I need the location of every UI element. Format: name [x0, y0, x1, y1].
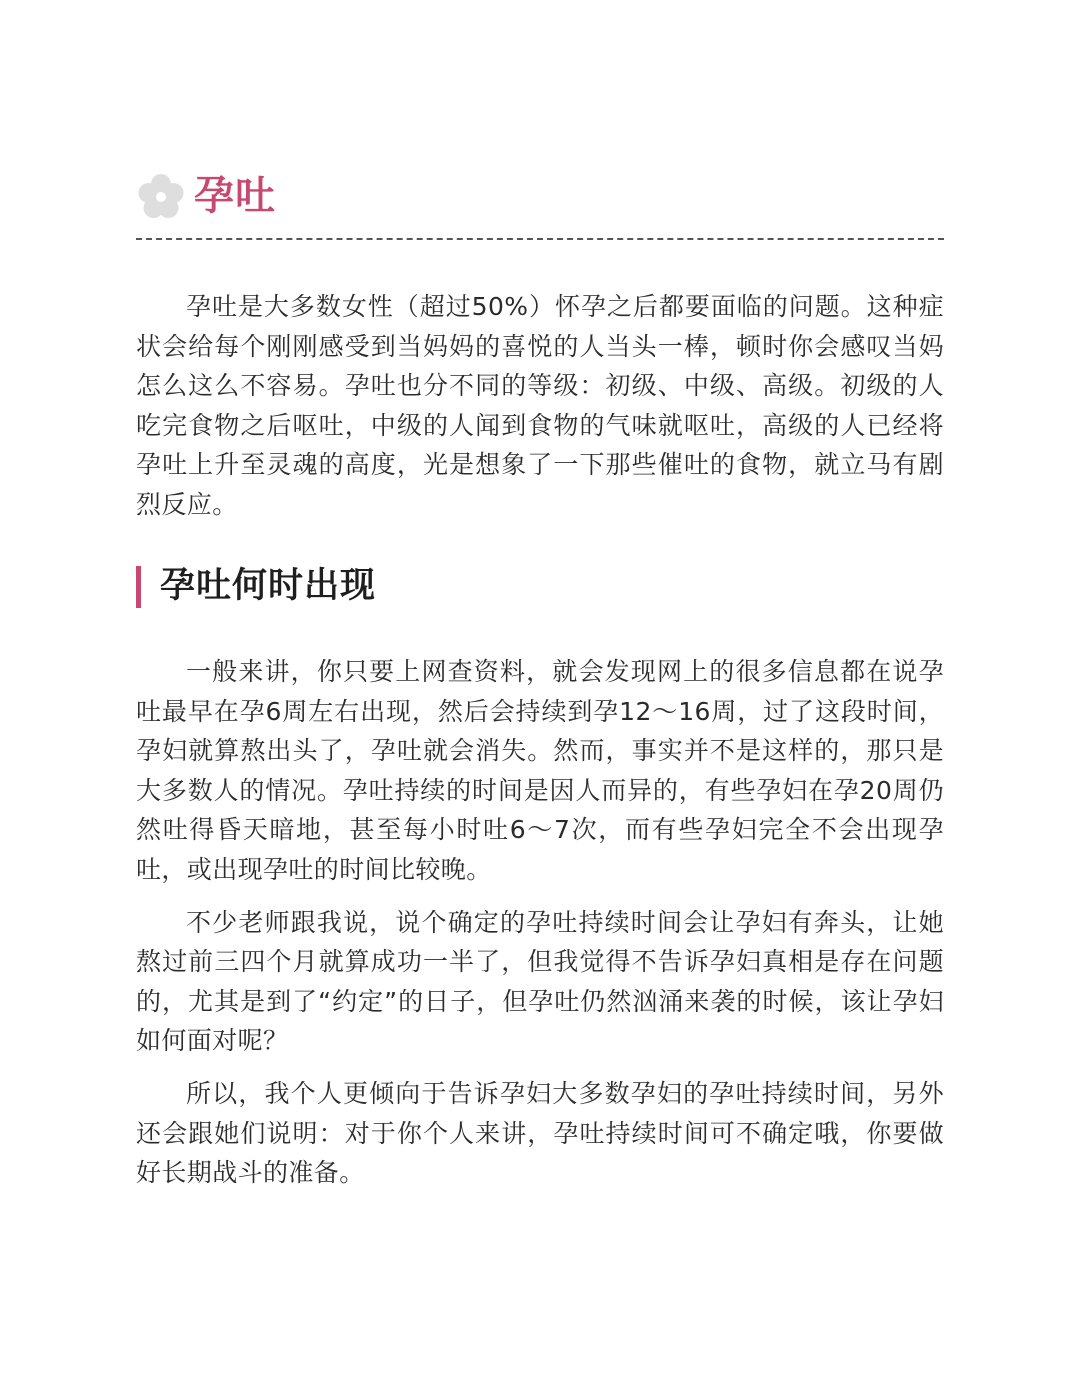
body-paragraph-2: 不少老师跟我说，说个确定的孕吐持续时间会让孕妇有奔头，让她熬过前三四个月就算成功一半了，但我觉得不告诉孕妇真相是存在问题的，尤其是到了“约定”的日子，但孕吐仍然汹涌来袭的时候，该让孕妇如何面对呢？ — [136, 907, 944, 1056]
body-paragraph-3: 所以，我个人更倾向于告诉孕妇大多数孕妇的孕吐持续时间，另外还会跟她们说明：对于你个人来讲，孕吐持续时间可不确定哦，你要做好长期战斗的准备。 — [136, 1078, 944, 1188]
body-paragraph-1: 一般来讲，你只要上网查资料，就会发现网上的很多信息都在说孕吐最早在孕6周左右出现，然后会持续到孕12～16周，过了这段时间，孕妇就算熬出头了，孕吐就会消失。然而，事实并不是这样的，那只是大多数人的情况。孕吐持续的时间是因人而异的，有些孕妇在孕20周仍然吐得昏天暗地，甚至每小时吐6～7次，而有些孕妇完全不会出现孕吐，或出现孕吐的时间比较晚。 — [136, 657, 944, 884]
section-accent-bar — [136, 566, 141, 608]
section-title: 孕吐何时出现 — [160, 566, 377, 606]
section-header — [136, 562, 944, 610]
section-body — [136, 652, 944, 1193]
intro-block — [136, 287, 944, 525]
dashed-divider — [136, 238, 944, 240]
flower-icon — [136, 172, 186, 222]
chapter-header — [136, 168, 944, 228]
chapter-title: 孕吐 — [194, 173, 276, 219]
intro-paragraph: 孕吐是大多数女性（超过50%）怀孕之后都要面临的问题。这种症状会给每个刚刚感受到当妈妈的喜悦的人当头一棒，顿时你会感叹当妈怎么这么不容易。孕吐也分不同的等级：初级、中级、高级。初级的人吃完食物之后呕吐，中级的人闻到食物的气味就呕吐，高级的人已经将孕吐上升至灵魂的高度，光是想象了一下那些催吐的食物，就立马有剧烈反应。 — [136, 292, 944, 519]
